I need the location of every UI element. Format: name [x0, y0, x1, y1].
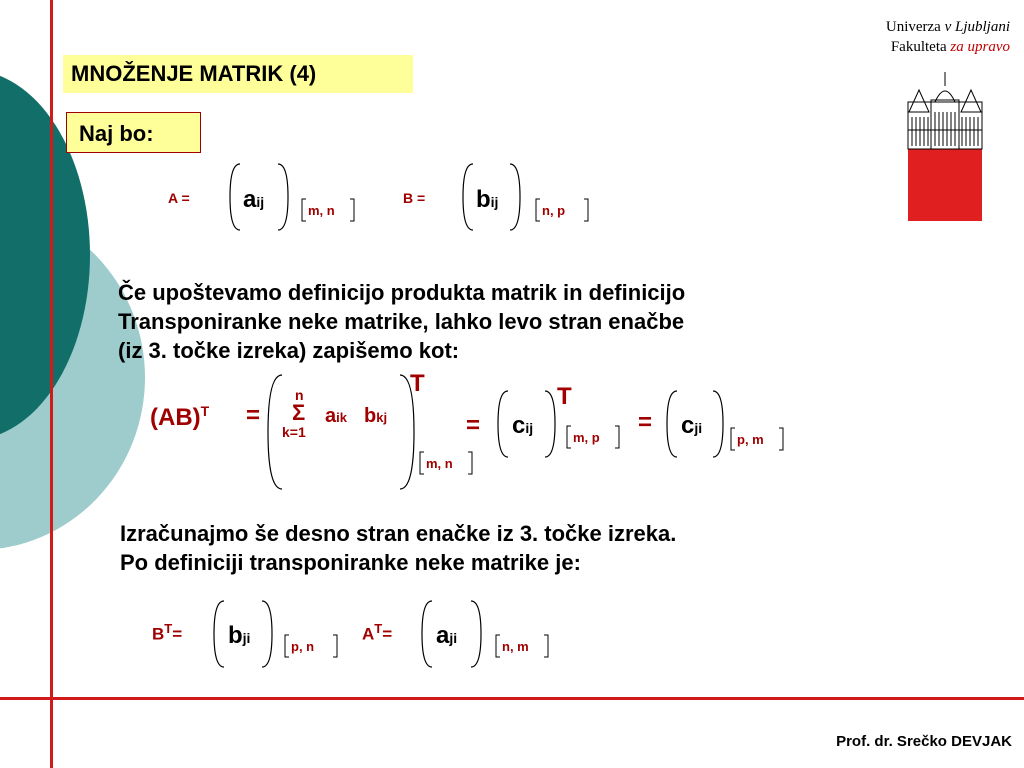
equation-equals-3: = — [638, 409, 653, 436]
equation-equals-2: = — [466, 412, 481, 439]
paren-bt-close — [260, 600, 274, 668]
university-name: Univerza v Ljubljani Fakulteta za upravo — [885, 19, 1010, 55]
sum-symbol: Σ — [292, 400, 306, 425]
paren-at-open — [420, 600, 434, 668]
dimension-bt: p, n — [291, 639, 315, 654]
matrix-b-label: B = — [403, 190, 426, 206]
dimension-1: m, n — [426, 456, 453, 471]
dimension-2: m, p — [573, 430, 600, 445]
matrix-a-label: A = — [168, 190, 190, 206]
matrix-b-element: bij — [476, 186, 499, 213]
equation-equals-1: = — [246, 402, 261, 429]
paren-c2-close — [711, 390, 725, 458]
matrix-a-close-paren — [276, 163, 290, 231]
matrix-b-dimension: n, p — [542, 203, 566, 218]
dimension-at: n, m — [502, 639, 529, 654]
transpose-mark-1: T — [410, 370, 425, 397]
matrix-b-open-paren — [461, 163, 475, 231]
element-b-ji: bji — [228, 622, 251, 649]
red-horizontal-line — [0, 697, 1024, 700]
transpose-a-label: $A^T=$ — [362, 621, 393, 644]
equation-lhs: (AB)$^T$ — [150, 403, 210, 431]
transpose-b-label: $B^T=$ — [152, 621, 183, 644]
element-a-ji: aji — [436, 622, 458, 649]
matrix-b-close-paren — [508, 163, 522, 231]
paren-c1-open — [496, 390, 510, 458]
matrix-a-element: aij — [243, 186, 265, 213]
slide-title: MNOŽENJE MATRIK (4) — [63, 55, 413, 93]
university-logo — [905, 72, 985, 224]
sum-term-a: aik — [325, 405, 347, 427]
sum-lower-limit: k=1 — [282, 424, 306, 440]
transpose-mark-2: T — [557, 383, 572, 410]
paren-at-close — [469, 600, 483, 668]
dimension-3: p, m — [737, 432, 764, 447]
intro-box: Naj bo: — [66, 112, 201, 153]
paragraph-1: Če upoštevamo definicijo produkta matrik in definicijo Transponiranke neke matrike, lahko levo stran enačbe (iz 3. točke izreka) zapišemo kot: — [118, 280, 686, 363]
paren-c2-open — [665, 390, 679, 458]
footer-author: Prof. dr. Srečko DEVJAK — [836, 733, 1012, 750]
matrix-a-open-paren — [228, 163, 242, 231]
paren-bt-open — [212, 600, 226, 668]
element-c-ij: cij — [512, 412, 534, 439]
red-vertical-line — [50, 0, 53, 768]
paren-c1-close — [543, 390, 557, 458]
sum-upper-limit: n — [295, 387, 304, 403]
paragraph-2: Izračunajmo še desno stran enačke iz 3. točke izreka. Po definiciji transponiranke neke matrike je: — [120, 521, 677, 575]
matrix-a-dimension: m, n — [308, 203, 335, 218]
sum-term-b: bkj — [364, 405, 388, 427]
element-c-ji: cji — [681, 412, 703, 439]
